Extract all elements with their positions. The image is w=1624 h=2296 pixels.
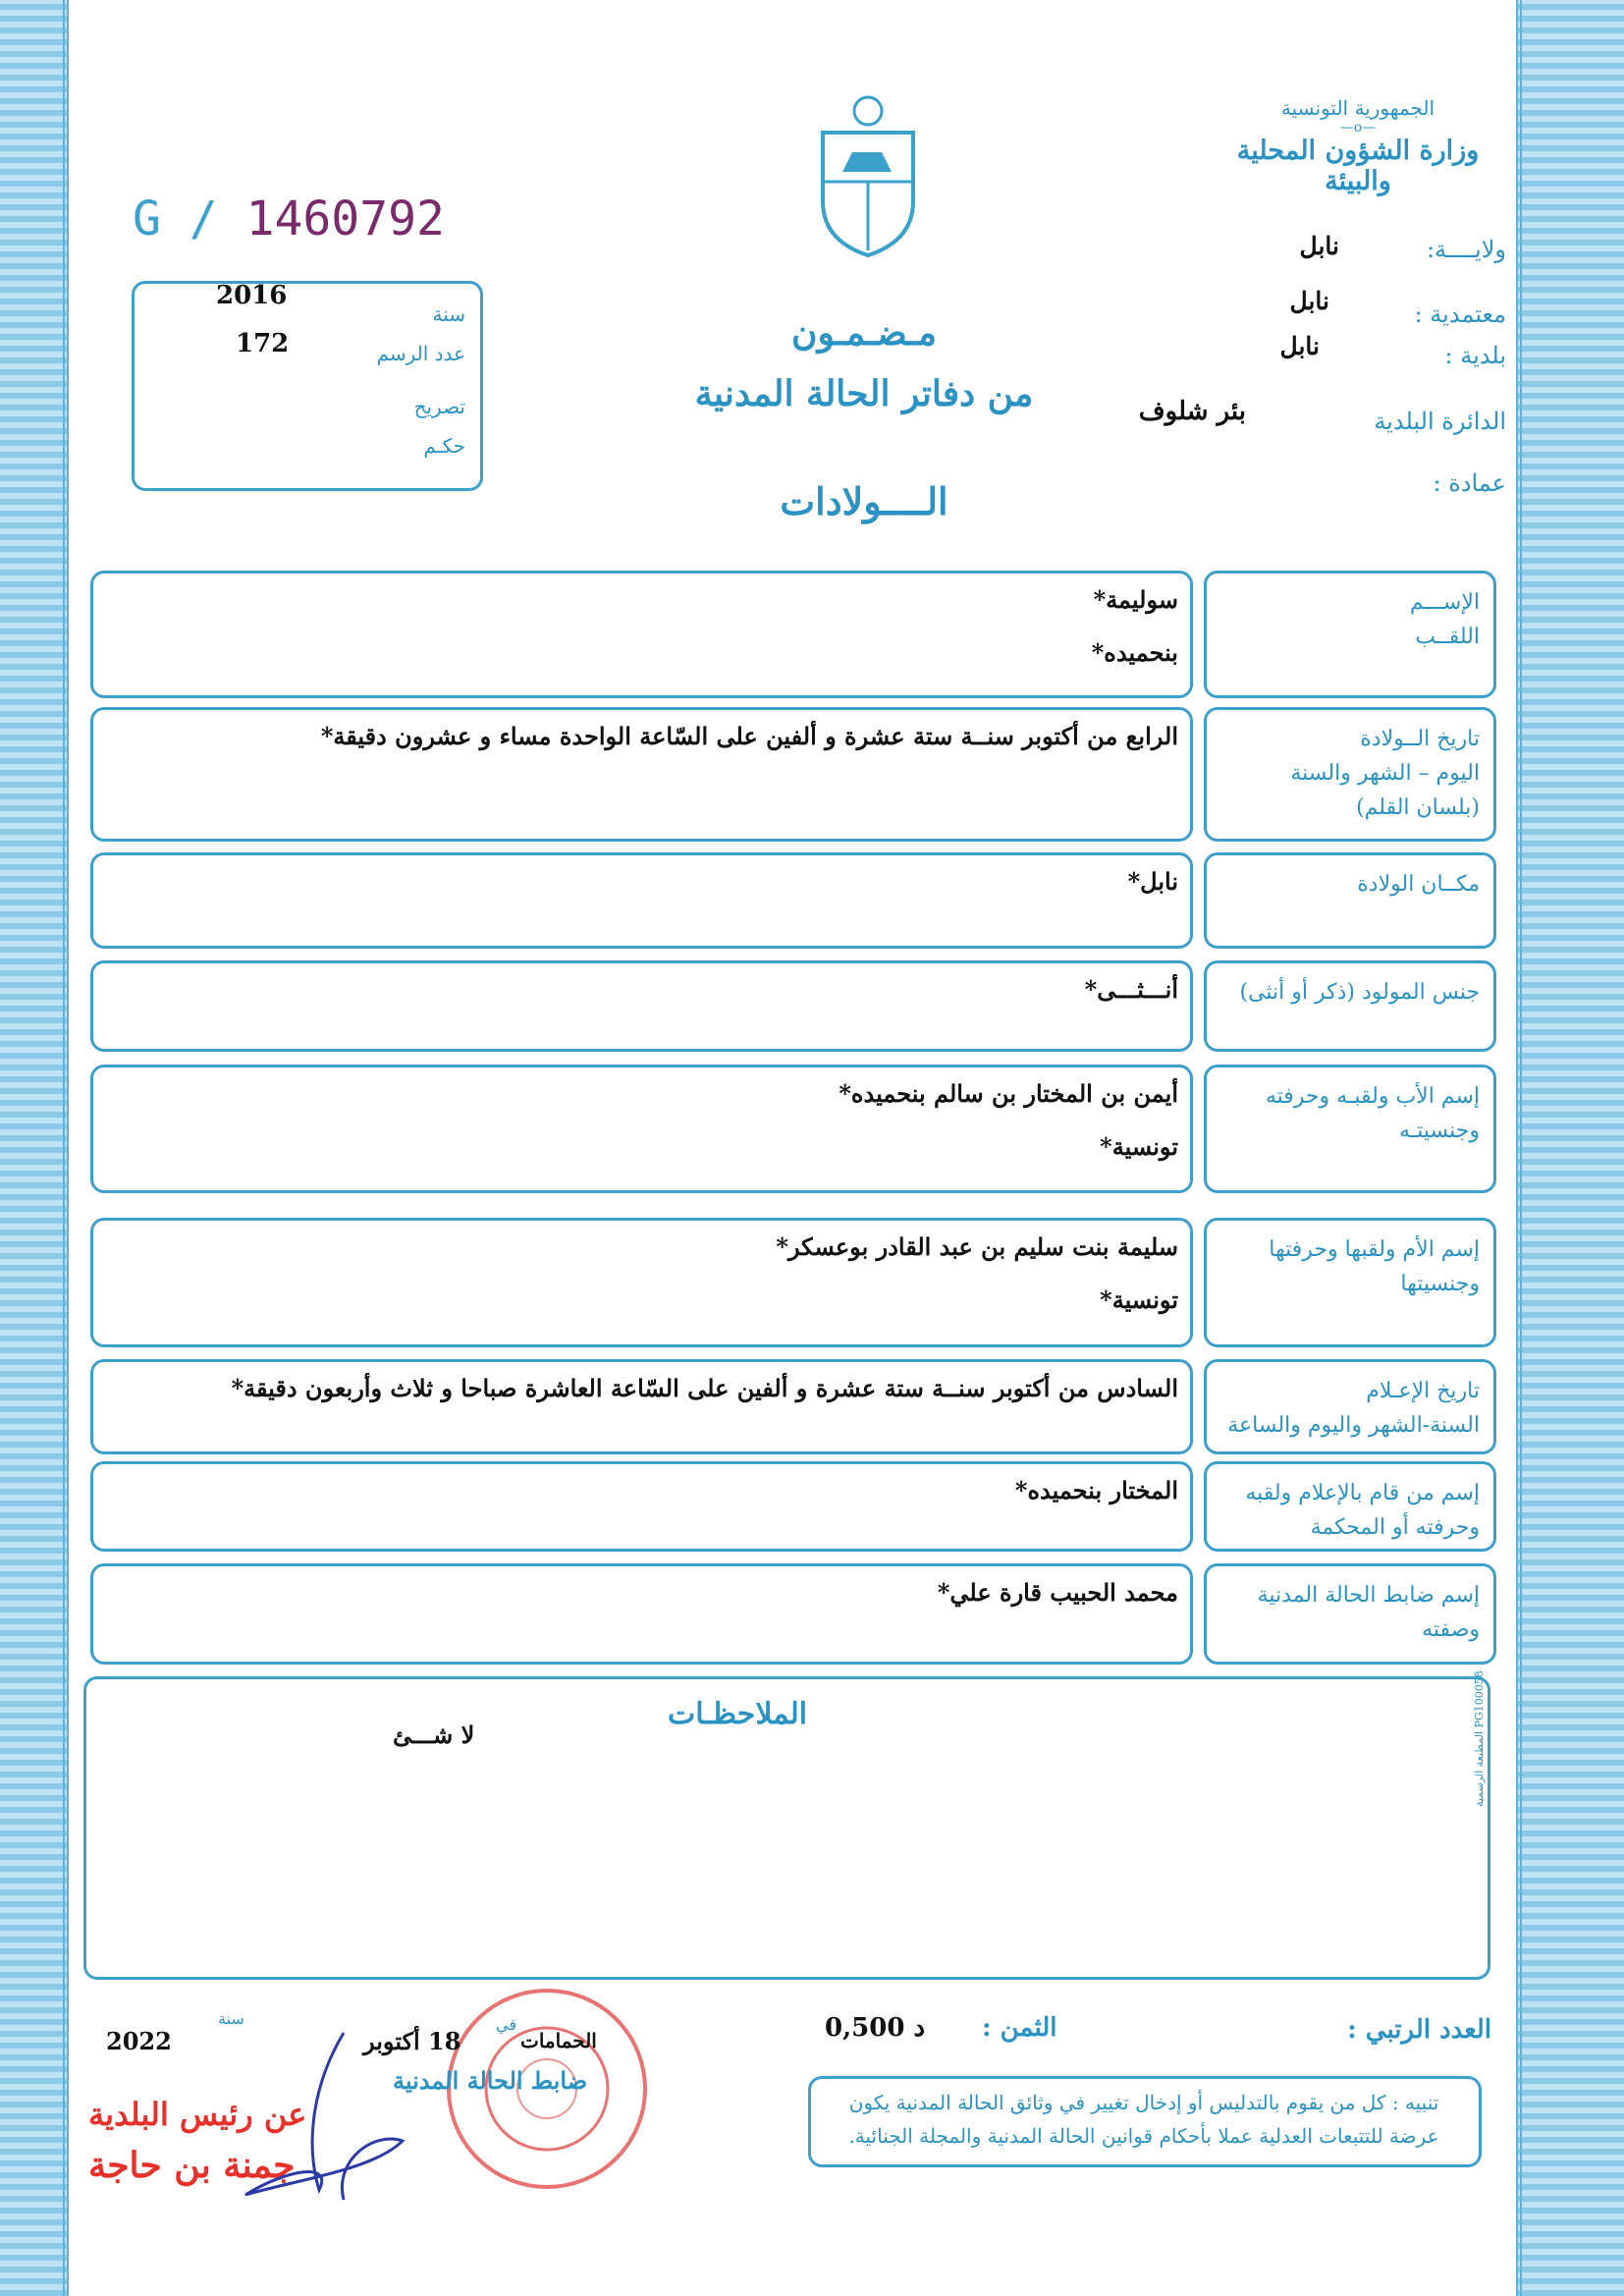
remarks-value: لا شـــئ: [393, 1721, 475, 1749]
serial-label: العدد الرتبي :: [1347, 2015, 1491, 2045]
officer-stamp-title: عن رئيس البلدية: [88, 2096, 307, 2133]
wilaya-label: ولايــــة:: [1426, 236, 1506, 263]
number-label: عدد الرسم: [376, 342, 465, 365]
year-label: سنة: [432, 302, 465, 326]
daira-label: الدائرة البلدية: [1374, 408, 1506, 435]
row-label: إسم الأم ولقبها وحرفتها: [1269, 1237, 1480, 1262]
serial-number: [133, 191, 445, 246]
printer-mark: المطبعة الرسمية PG100058: [1473, 1670, 1486, 1807]
ministry-label-2: والبيئة: [1325, 166, 1391, 196]
register-number: 172: [236, 329, 290, 358]
issue-year: 2022: [106, 2027, 172, 2055]
row-label: إسم من قام بالإعلام ولقبه: [1245, 1481, 1480, 1505]
row-value: أنـــثـــى*: [1084, 975, 1178, 1004]
row-value: سليمة بنت سليم بن عبد القادر بوعسكر*: [776, 1232, 1178, 1261]
row-value-2: بنحميده*: [1091, 638, 1178, 667]
price-value: 0,500 د: [825, 2013, 926, 2043]
row-label-box: [1204, 960, 1496, 1052]
row-label-box: [1204, 707, 1496, 842]
serial-prefix: G /: [133, 191, 218, 246]
row-value: السادس من أكتوبر سنــة ستة عشرة و ألفين على السّاعة العاشرة صباحا و ثلاث وأربعون دقيقة*: [231, 1374, 1178, 1402]
row-value: نابل*: [1127, 867, 1178, 896]
motamadia-value: نابل: [1289, 287, 1329, 315]
register-year: 2016: [216, 281, 288, 310]
ministry-label: وزارة الشؤون المحلية: [1236, 136, 1480, 166]
place-value: الحمامات: [520, 2029, 597, 2052]
imada-label: عمادة :: [1433, 469, 1506, 497]
remarks-label: الملاحظـات: [668, 1697, 808, 1731]
judgment-label: حكـم: [423, 434, 465, 458]
row-value-2: تونسية*: [1100, 1132, 1178, 1161]
wilaya-value: نابل: [1299, 232, 1339, 260]
row-label-box: [1204, 1218, 1496, 1347]
year-label-footer: سنة: [218, 2009, 244, 2028]
row-value: سوليمة*: [1093, 585, 1178, 614]
issue-date: 18 أكتوبر: [363, 2027, 461, 2055]
title-registers: من دفاتر الحالة المدنية: [694, 373, 1034, 414]
row-value-2: تونسية*: [1100, 1285, 1178, 1314]
row-label-2: وصفته: [1422, 1617, 1480, 1643]
row-label: جنس المولود (ذكر أو أنثى): [1239, 980, 1480, 1005]
officer-stamp-name: جمنة بن حاجة: [88, 2145, 296, 2186]
serial-value: 1460792: [245, 191, 445, 246]
republic-label: الجمهورية التونسية: [1280, 96, 1435, 120]
row-label-2: السنة-الشهر واليوم والساعة: [1227, 1413, 1480, 1439]
header-divider: —o—: [1339, 120, 1377, 136]
row-label-2: وجنسيتـه: [1398, 1119, 1480, 1144]
tunisia-coat-of-arms-emblem: [813, 93, 923, 260]
row-value: المختار بنحميده*: [1014, 1476, 1178, 1504]
row-value: محمد الحبيب قارة علي*: [937, 1578, 1178, 1607]
row-label-box: [1204, 1359, 1496, 1454]
row-label: إسم الأب ولقبـه وحرفته: [1265, 1084, 1480, 1109]
officer-label: ضابط الحالة المدنية: [393, 2066, 588, 2095]
row-label-box: [1204, 571, 1496, 698]
declaration-label: تصريح: [413, 395, 465, 418]
row-value: أيمن بن المختار بن سالم بنحميده*: [839, 1079, 1178, 1108]
left-border: [0, 0, 69, 2296]
notice-text: تنبيه : كل من يقوم بالتدليس أو إدخال تغيير في وثائق الحالة المدنية يكون عرضة للتتبعات العدلية عملا بأحكام قوانين الحالة المدنية والمجلة الجنائية.: [848, 2091, 1439, 2148]
row-label: مكــان الولادة: [1357, 872, 1480, 897]
row-label: تاريخ الــولادة: [1360, 727, 1480, 751]
baladia-label: بلدية :: [1444, 342, 1506, 369]
row-label-2: وحرفته أو المحكمة: [1310, 1515, 1480, 1541]
motamadia-label: معتمدية :: [1414, 301, 1506, 328]
row-label-2: اللقــب: [1415, 625, 1480, 650]
row-label-box: [1204, 1065, 1496, 1193]
in-label: في: [496, 2015, 516, 2034]
row-label: تاريخ الإعـلام: [1366, 1379, 1480, 1403]
row-label: إسم ضابط الحالة المدنية: [1257, 1583, 1480, 1608]
row-label-box: [1204, 1563, 1496, 1665]
baladia-value: نابل: [1279, 332, 1320, 360]
title-births: الــــولادات: [780, 479, 948, 523]
title-content: مـضـمـون: [791, 312, 937, 354]
price-label: الثمن :: [982, 2013, 1057, 2043]
row-label-box: [1204, 852, 1496, 949]
row-label-2: وجنسيتها: [1400, 1272, 1480, 1297]
row-value: الرابع من أكتوبر سنــة ستة عشرة و ألفين على السّاعة الواحدة مساء و عشرون دقيقة*: [320, 722, 1178, 750]
row-label-2: اليوم – الشهر والسنة: [1290, 761, 1480, 787]
register-labels: [377, 295, 465, 465]
daira-value: بئر شلوف: [1138, 397, 1246, 426]
row-label: الإســـم: [1409, 590, 1480, 615]
signature: [226, 2023, 422, 2210]
row-label-box: [1204, 1461, 1496, 1552]
row-label-3: (بلسان القلم): [1356, 795, 1480, 821]
header-authority: [1216, 96, 1500, 196]
right-border: [1516, 0, 1624, 2296]
